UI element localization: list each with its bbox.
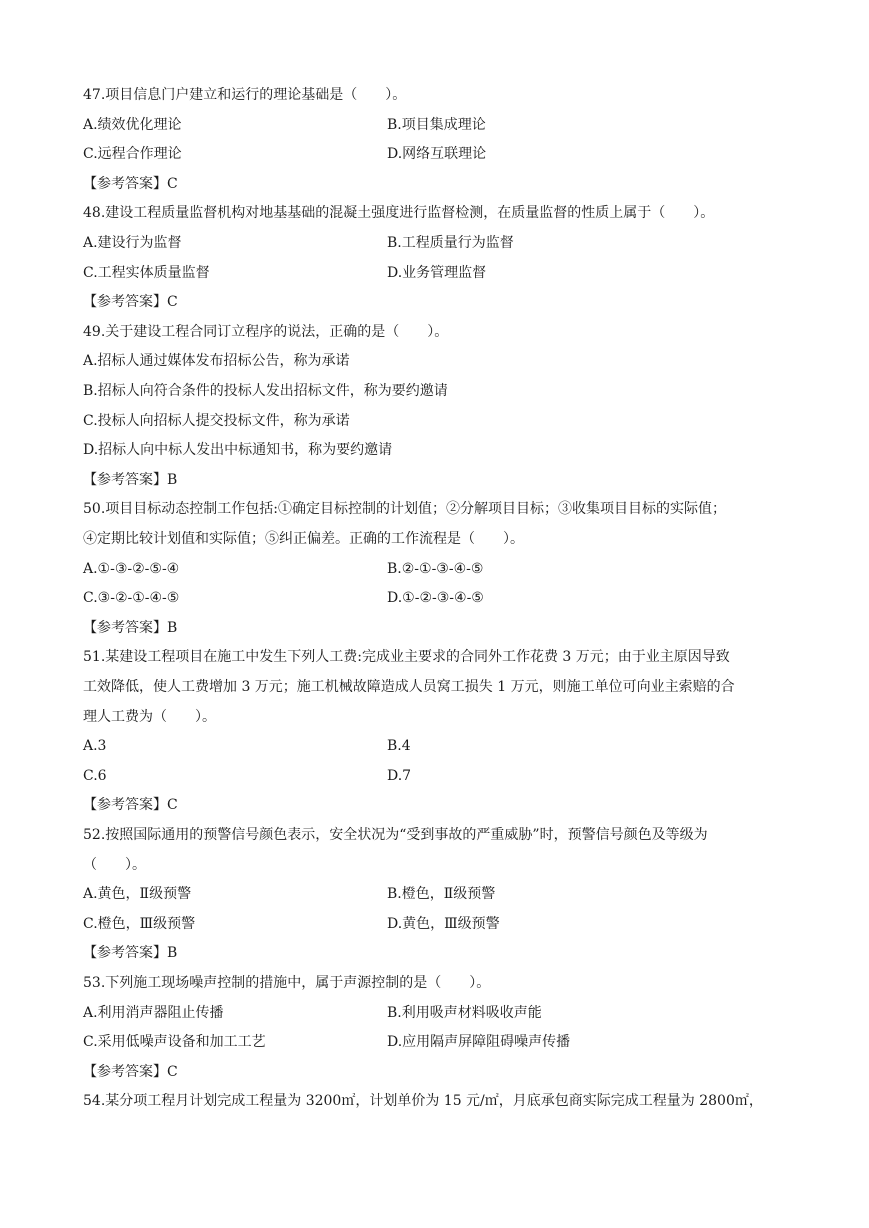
answer-option: B.招标人向符合条件的投标人发出招标文件，称为要约邀请 <box>83 383 448 399</box>
answer-option: D.网络互联理论 <box>387 146 487 163</box>
answer-option: C.橙色，Ⅲ级预警 <box>83 915 196 932</box>
answer-option: B.橙色，Ⅱ级预警 <box>387 886 496 903</box>
answer-option: D.黄色，Ⅲ级预警 <box>387 915 500 932</box>
answer-option: A.黄色，Ⅱ级预警 <box>83 886 192 903</box>
question-stem: 47.项目信息门户建立和运行的理论基础是（ ）。 <box>83 87 407 103</box>
answer-option: C.工程实体质量监督 <box>83 264 210 281</box>
reference-answer: 【参考答案】B <box>83 945 178 962</box>
question-stem: 53.下列施工现场噪声控制的措施中，属于声源控制的是（ ）。 <box>83 975 491 991</box>
answer-option: A.①-③-②-⑤-④ <box>83 560 180 577</box>
question-stem: （ ）。 <box>83 856 146 873</box>
answer-option: C.远程合作理论 <box>83 146 182 163</box>
answer-option: B.项目集成理论 <box>387 116 486 133</box>
reference-answer: 【参考答案】C <box>83 1063 178 1080</box>
answer-option: B.工程质量行为监督 <box>387 235 514 251</box>
answer-option: A.绩效优化理论 <box>83 116 182 133</box>
answer-option: D.①-②-③-④-⑤ <box>387 590 484 607</box>
question-stem: 51.某建设工程项目在施工中发生下列人工费:完成业主要求的合同外工作花费 3 万元；由于业主原因导致 <box>83 649 730 666</box>
answer-option: D.业务管理监督 <box>387 264 487 281</box>
reference-answer: 【参考答案】C <box>83 175 178 192</box>
question-stem: 48.建设工程质量监督机构对地基基础的混凝土强度进行监督检测，在质量监督的性质上属于（ ）。 <box>83 205 715 222</box>
answer-option: C.6 <box>83 767 107 784</box>
question-stem: 工效降低，使人工费增加 3 万元；施工机械故障造成人员窝工损失 1 万元，则施工单位可向业主索赔的合 <box>83 679 735 695</box>
question-stem: 54.某分项工程月计划完成工程量为 3200㎡，计划单价为 15 元/㎡，月底承包商实际完成工程量为 2800㎡， <box>83 1093 763 1110</box>
answer-option: D.招标人向中标人发出中标通知书，称为要约邀请 <box>83 442 393 459</box>
reference-answer: 【参考答案】C <box>83 294 178 311</box>
answer-option: B.利用吸声材料吸收声能 <box>387 1004 542 1021</box>
answer-option: A.3 <box>83 738 107 755</box>
answer-option: A.建设行为监督 <box>83 235 182 251</box>
answer-option: C.采用低噪声设备和加工工艺 <box>83 1034 266 1051</box>
answer-option: B.②-①-③-④-⑤ <box>387 560 484 577</box>
answer-option: C.③-②-①-④-⑤ <box>83 590 180 607</box>
question-stem: 49.关于建设工程合同订立程序的说法，正确的是（ ）。 <box>83 323 449 340</box>
reference-answer: 【参考答案】B <box>83 619 178 636</box>
answer-option: A.利用消声器阻止传播 <box>83 1004 224 1021</box>
question-stem: 50.项目目标动态控制工作包括:①确定目标控制的计划值；②分解项目目标；③收集项目目标的实际值； <box>83 501 726 518</box>
question-stem: 52.按照国际通用的预警信号颜色表示，安全状况为“受到事故的严重威胁”时，预警信号颜色及等级为 <box>83 827 708 843</box>
reference-answer: 【参考答案】C <box>83 797 178 814</box>
question-stem: ④定期比较计划值和实际值；⑤纠正偏差。正确的工作流程是（ ）。 <box>83 531 524 547</box>
answer-option: A.招标人通过媒体发布招标公告，称为承诺 <box>83 353 350 370</box>
answer-option: D.应用隔声屏障阻碍噪声传播 <box>387 1034 571 1051</box>
answer-option: C.投标人向招标人提交投标文件，称为承诺 <box>83 412 350 429</box>
question-stem: 理人工费为（ ）。 <box>83 708 216 725</box>
reference-answer: 【参考答案】B <box>83 471 178 488</box>
answer-option: D.7 <box>387 767 412 784</box>
answer-option: B.4 <box>387 738 411 755</box>
